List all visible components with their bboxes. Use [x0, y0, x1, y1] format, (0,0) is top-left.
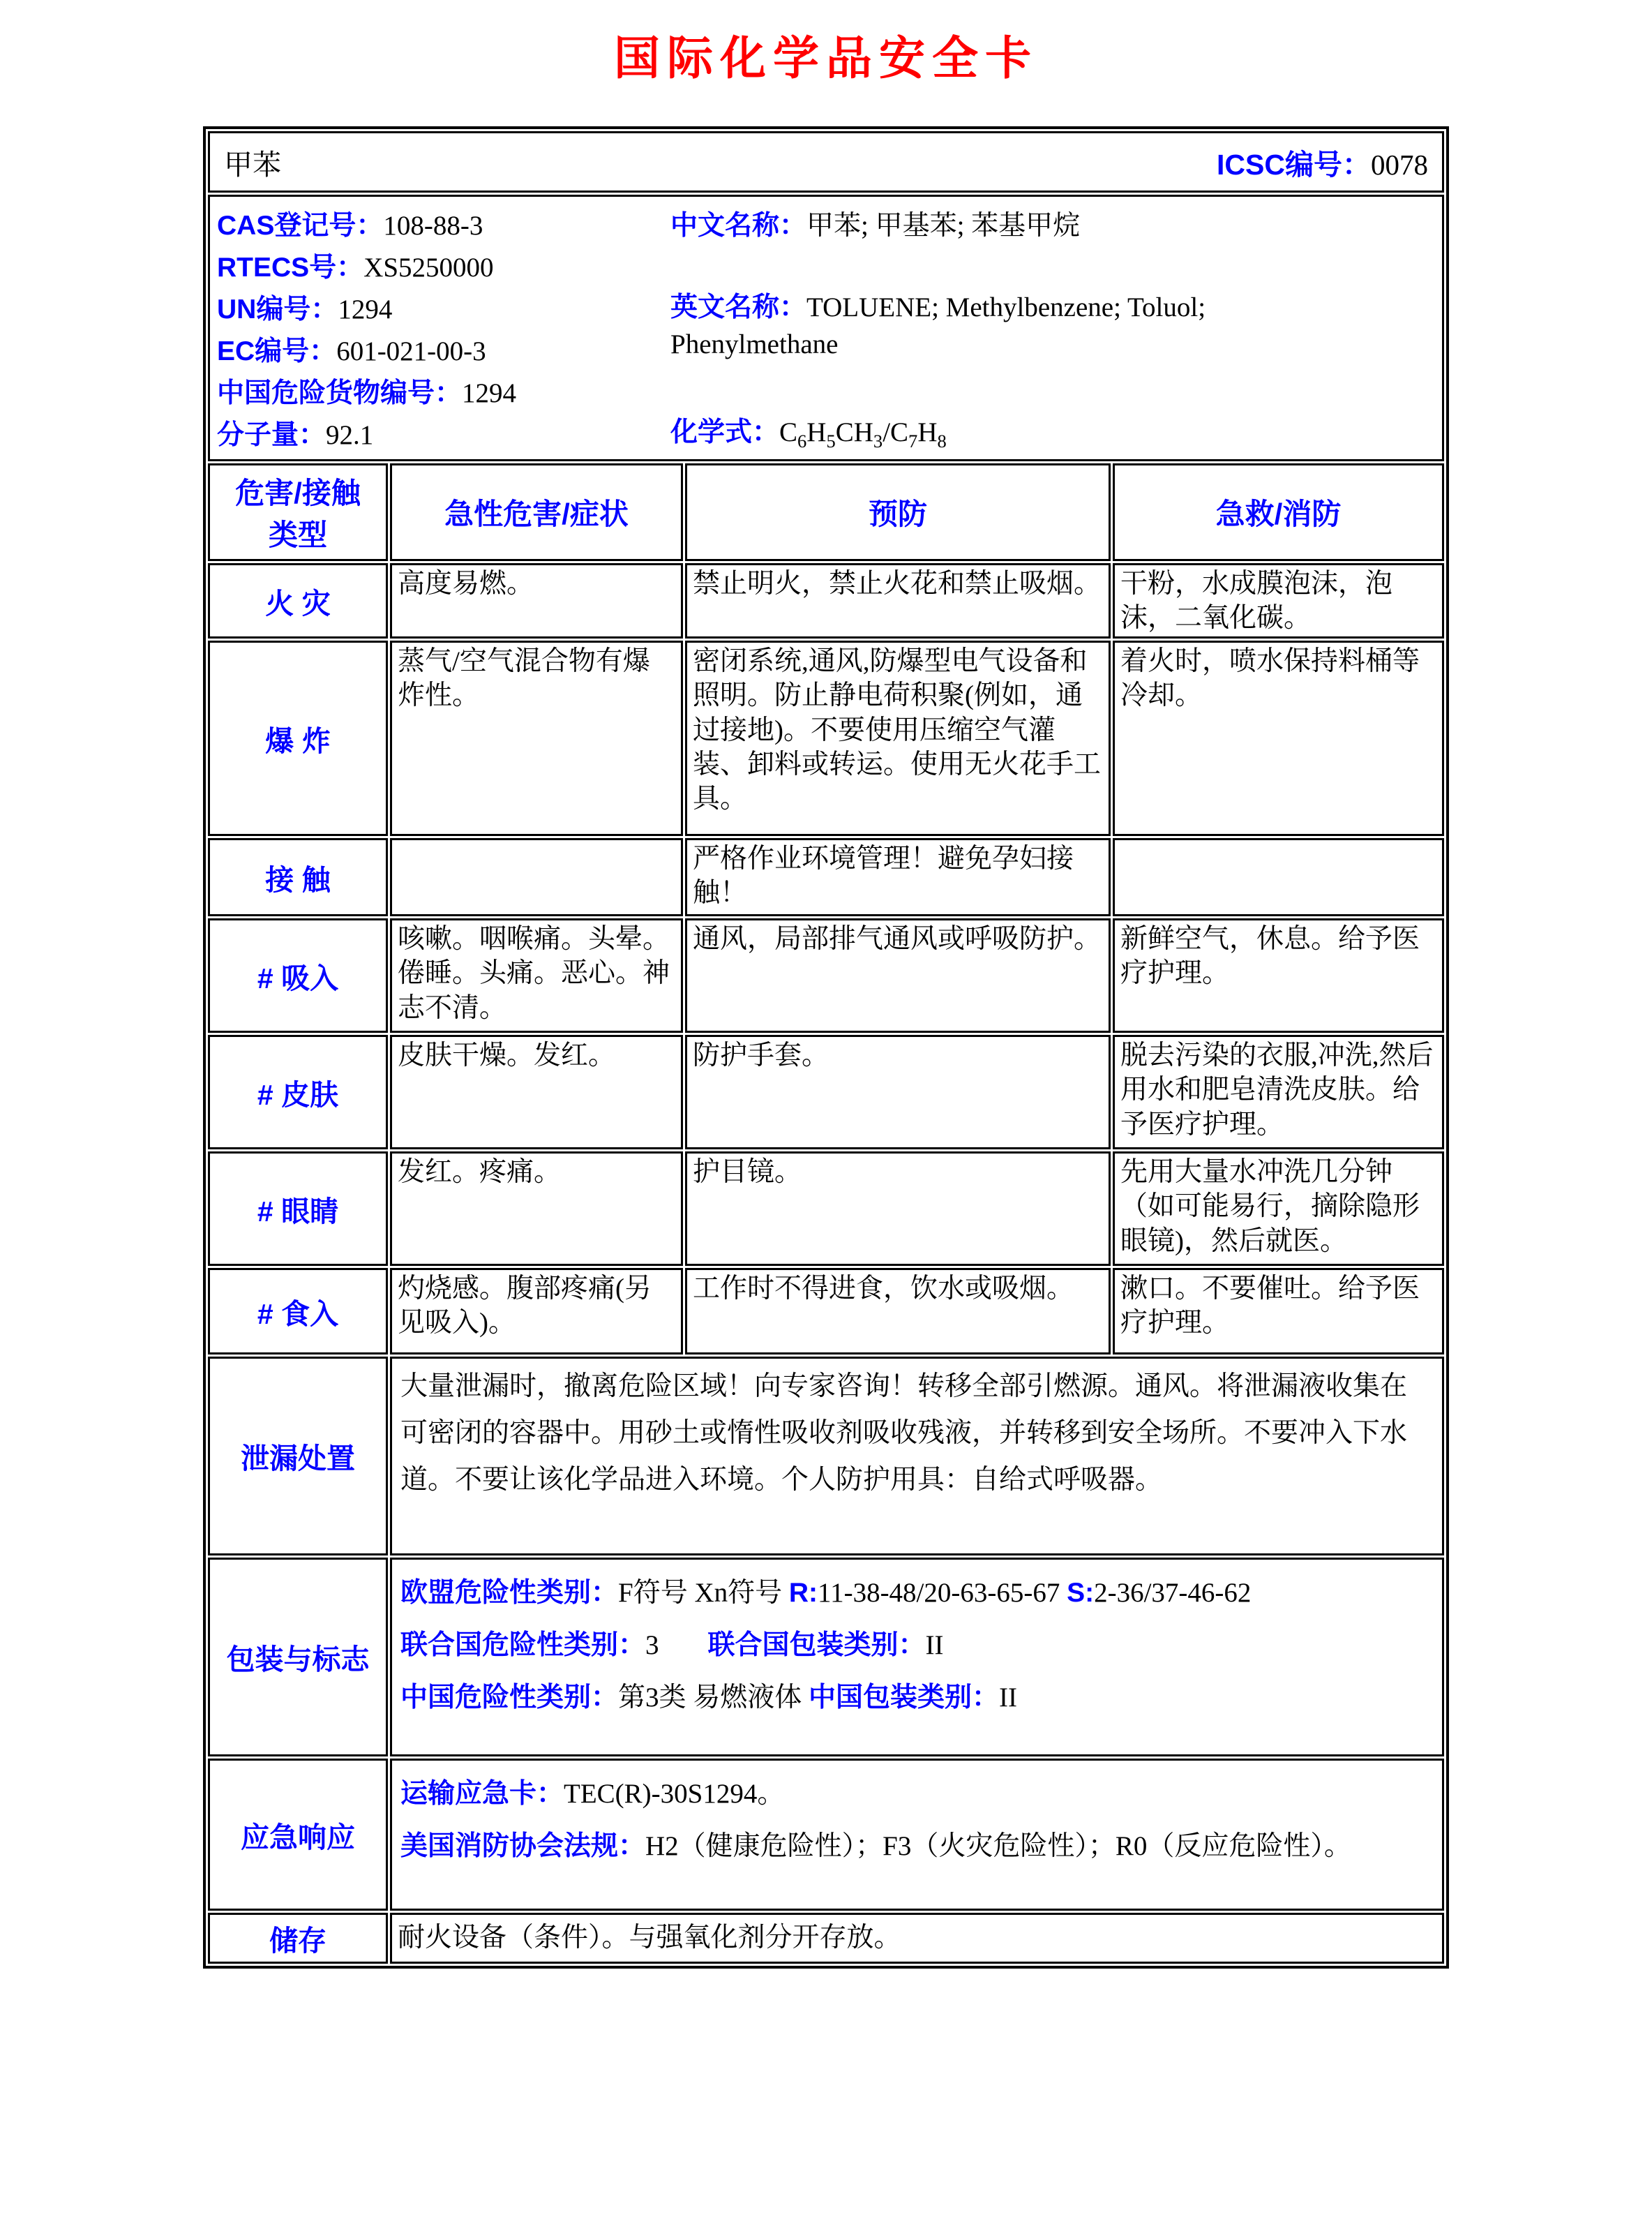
eu-class-label: 欧盟危险性类别：: [400, 1578, 619, 1609]
hazard-row-contact: [208, 838, 1444, 916]
first-aid-cell: 脱去污染的衣服,冲洗,然后用水和肥皂清洗皮肤。给予医疗护理。: [1113, 1035, 1444, 1149]
eu-symbols: F符号 Xn符号: [618, 1578, 783, 1609]
prevention-cell: 工作时不得进食，饮水或吸烟。: [685, 1268, 1111, 1354]
cn-class-label: 中国危险性类别：: [400, 1682, 619, 1713]
un-pack-label: 联合国包装类别：: [707, 1630, 926, 1661]
header-hazard-type: [208, 463, 388, 561]
symptoms-cell: 蒸气/空气混合物有爆炸性。: [390, 641, 683, 836]
hazard-table-header-row: [208, 463, 1444, 561]
molecular-weight-value: 92.1: [326, 420, 374, 450]
formula-label: 化学式：: [670, 417, 780, 448]
header-prevention: 预防: [685, 463, 1111, 561]
ec-value: 601-021-00-3: [336, 336, 486, 366]
s-phrases-label: S:: [1067, 1578, 1095, 1609]
symptoms-cell: 高度易燃。: [390, 563, 683, 639]
transport-emergency-card-line: [400, 1770, 1434, 1817]
hazard-category-cell: # 食入: [208, 1268, 388, 1354]
english-name-label: 英文名称：: [670, 292, 807, 323]
hazard-row-skin: [208, 1035, 1444, 1149]
formula-line: [670, 410, 1435, 452]
hazard-category-cell: 火 灾: [208, 563, 388, 639]
packaging-labelling-content: [390, 1558, 1444, 1756]
emergency-response-content: [390, 1759, 1444, 1911]
molecular-weight-line: [217, 413, 669, 452]
first-aid-cell: 先用大量水冲洗几分钟（如可能易行，摘除隐形眼镜)，然后就医。: [1113, 1151, 1444, 1266]
english-name-value: TOLUENE; Methylbenzene; Toluol; Phenylmethane: [670, 292, 1206, 360]
header-acute-symptoms: 急性危害/症状: [390, 463, 683, 561]
storage-row: [208, 1913, 1444, 1964]
hazard-category-cell: # 皮肤: [208, 1035, 388, 1149]
cn-classification-line: [400, 1674, 1434, 1721]
icsc-number-value: 0078: [1371, 148, 1428, 181]
hazard-category-cell: 接 触: [208, 838, 388, 916]
chinese-name-value: 甲苯; 甲基苯; 苯基甲烷: [806, 211, 1081, 241]
un-pack-value: II: [925, 1630, 944, 1661]
spill-disposal-content: 大量泄漏时，撤离危险区域！向专家咨询！转移全部引燃源。通风。将泄漏液收集在可密闭的容器中。用砂土或惰性吸收剂吸收残液，并转移到安全场所。不要冲入下水道。不要让该化学品进入环境。个人防护用具：自给式呼吸器。: [390, 1357, 1444, 1555]
un-class-value: 3: [645, 1630, 659, 1661]
first-aid-cell: 漱口。不要催吐。给予医疗护理。: [1113, 1268, 1444, 1354]
identification-right-column: [669, 204, 1435, 452]
hazard-row-inhalation: [208, 918, 1444, 1033]
symptoms-cell: [390, 838, 683, 916]
packaging-labelling-row: [208, 1558, 1444, 1756]
cn-class-value: 第3类 易燃液体: [618, 1682, 802, 1713]
symptoms-cell: 皮肤干燥。发红。: [390, 1035, 683, 1149]
r-phrases-label: R:: [788, 1578, 818, 1609]
cn-pack-label: 中国包装类别：: [809, 1682, 1000, 1713]
eu-classification-line: [400, 1569, 1434, 1616]
un-label: UN编号：: [217, 294, 338, 324]
substance-name: 甲苯: [224, 148, 281, 181]
rtecs-value: XS5250000: [363, 253, 494, 283]
tec-value: TEC(R)-30S1294。: [564, 1779, 785, 1809]
molecular-weight-label: 分子量：: [217, 420, 326, 450]
hazard-row-fire: [208, 563, 1444, 639]
chemical-formula: $C_6H_5CH_3/C_7H_8$: [779, 417, 947, 451]
s-phrases-value: 2-36/37-46-62: [1094, 1578, 1252, 1609]
storage-content: 耐火设备（条件）。与强氧化剂分开存放。: [390, 1913, 1444, 1964]
symptoms-cell: 灼烧感。腹部疼痛(另见吸入)。: [390, 1268, 683, 1354]
cas-label: CAS登记号：: [217, 211, 384, 241]
hazard-category-cell: # 吸入: [208, 918, 388, 1033]
first-aid-cell: 着火时，喷水保持料桶等冷却。: [1113, 641, 1444, 836]
ec-label: EC编号：: [217, 336, 337, 366]
storage-label: 储存: [208, 1913, 388, 1964]
header-hazard-type-line1: 危害/接触: [235, 477, 361, 509]
icsc-number-group: [1217, 142, 1428, 183]
un-classification-line: [400, 1622, 1434, 1669]
emergency-response-label: 应急响应: [208, 1759, 388, 1911]
chinese-name-label: 中文名称：: [670, 211, 807, 241]
symptoms-cell: 发红。疼痛。: [390, 1151, 683, 1266]
rtecs-label: RTECS号：: [217, 253, 364, 283]
china-dg-number-line: [217, 371, 669, 410]
rtecs-number-line: [217, 246, 669, 285]
header-hazard-type-line2: 类型: [268, 518, 327, 551]
prevention-cell: 严格作业环境管理！避免孕妇接触！: [685, 838, 1111, 916]
nfpa-code-line: [400, 1823, 1434, 1869]
spill-disposal-label: 泄漏处置: [208, 1357, 388, 1555]
header-first-aid: 急救/消防: [1113, 463, 1444, 561]
identification-left-column: [217, 204, 669, 452]
prevention-cell: 护目镜。: [685, 1151, 1111, 1266]
card-header-row: [208, 131, 1444, 193]
cas-number-line: [217, 204, 669, 243]
r-phrases-value: 11-38-48/20-63-65-67: [818, 1578, 1060, 1609]
prevention-cell: 防护手套。: [685, 1035, 1111, 1149]
icsc-number-label: ICSC编号：: [1217, 148, 1371, 181]
page-title: 国际化学品安全卡: [614, 33, 1038, 84]
hazard-category-cell: # 眼睛: [208, 1151, 388, 1266]
first-aid-cell: [1113, 838, 1444, 916]
first-aid-cell: 新鲜空气，休息。给予医疗护理。: [1113, 918, 1444, 1033]
hazard-row-explosion: [208, 641, 1444, 836]
un-number-line: [217, 288, 669, 327]
china-dg-value: 1294: [462, 378, 517, 408]
tec-label: 运输应急卡：: [400, 1779, 564, 1809]
hazard-row-eyes: [208, 1151, 1444, 1266]
symptoms-cell: 咳嗽。咽喉痛。头晕。倦睡。头痛。恶心。神志不清。: [390, 918, 683, 1033]
nfpa-value: H2（健康危险性）；F3（火灾危险性）；R0（反应危险性）。: [645, 1831, 1351, 1862]
un-class-label: 联合国危险性类别：: [400, 1630, 646, 1661]
prevention-cell: 通风，局部排气通风或呼吸防护。: [685, 918, 1111, 1033]
china-dg-label: 中国危险货物编号：: [217, 378, 463, 408]
spill-disposal-row: [208, 1357, 1444, 1555]
english-name-line: [670, 290, 1354, 363]
cas-value: 108-88-3: [383, 211, 483, 241]
first-aid-cell: 干粉，水成膜泡沫，泡沫，二氧化碳。: [1113, 563, 1444, 639]
chinese-name-line: [670, 204, 1435, 243]
emergency-response-row: [208, 1759, 1444, 1911]
prevention-cell: 密闭系统,通风,防爆型电气设备和照明。防止静电荷积聚(例如，通过接地)。不要使用压缩空气灌装、卸料或转运。使用无火花手工具。: [685, 641, 1111, 836]
hazard-row-ingestion: [208, 1268, 1444, 1354]
icsc-card: [203, 126, 1449, 1969]
nfpa-label: 美国消防协会法规：: [400, 1831, 646, 1862]
cn-pack-value: II: [999, 1682, 1018, 1713]
ec-number-line: [217, 329, 669, 368]
identification-section: [208, 195, 1444, 461]
hazard-category-cell: 爆 炸: [208, 641, 388, 836]
packaging-labelling-label: 包装与标志: [208, 1558, 388, 1756]
prevention-cell: 禁止明火，禁止火花和禁止吸烟。: [685, 563, 1111, 639]
un-value: 1294: [338, 294, 393, 324]
